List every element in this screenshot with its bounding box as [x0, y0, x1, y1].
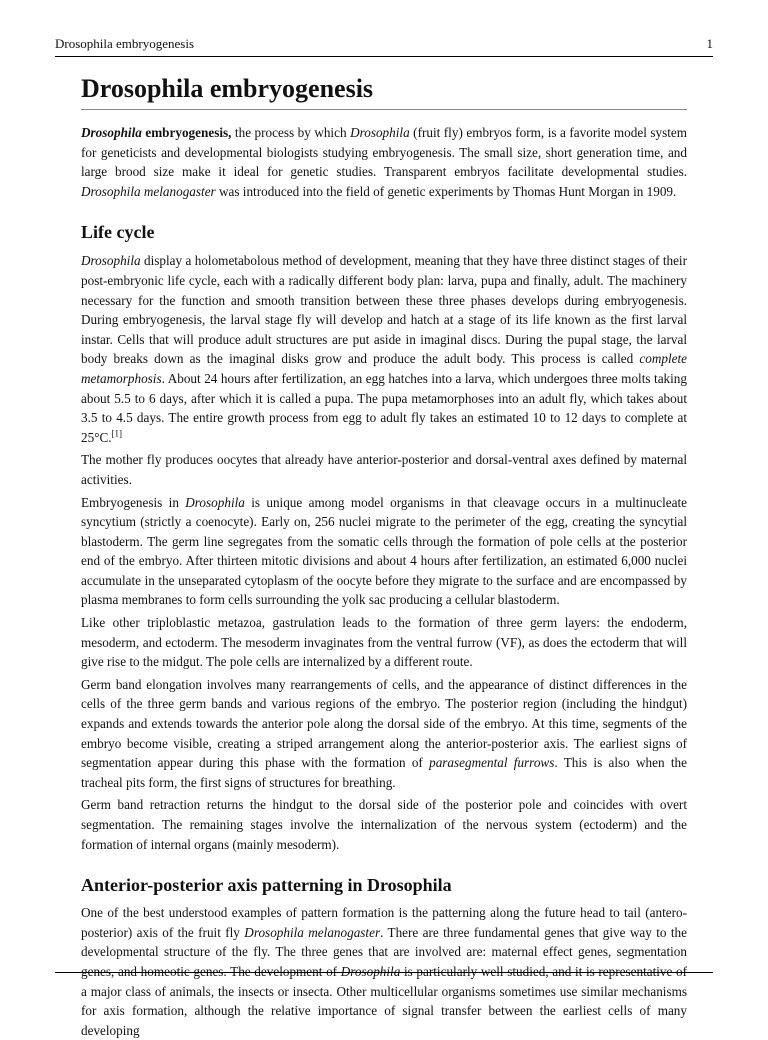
paragraph-text: . There are three fundamental genes that give way to the developmental structure of the fly. The three genes that are involved are: maternal effect genes, segmentation genes, and homeotic genes. The development of [81, 924, 687, 979]
paragraph-text: Drosophila [81, 253, 141, 269]
life-cycle-paragraph-6: Germ band retraction returns the hindgut to the dorsal side of the posterior pole and coincides with overt segmentation. The remaining stages involve the internalization of the nervous system (ectoderm) and the formation of internal organs (mainly mesoderm). [81, 797, 687, 852]
paragraph-text: Embryogenesis in [81, 494, 186, 510]
footer-rule [55, 972, 713, 973]
page-header [55, 36, 713, 57]
intro-text: Drosophila [81, 125, 142, 140]
paragraph-text: is unique among model organisms in that cleavage occurs in a multinucleate syncytium (strictly a coenocyte). Early on, 256 nuclei migrate to the perimeter of the egg, creating the syncytial blastoderm. The germ line segregates from the somatic cells through the formation of pole cells at the posterior end of the embryo. After thirteen mitotic divisions and about 4 hours after fertilization, an estimated 6,000 nuclei accumulate in the unseparated cytoplasm of the oocyte before they migrate to the surface and are encompassed by plasma membranes to form cells surrounding the yolk sac producing a cellular blastoderm. [81, 494, 687, 608]
life-cycle-paragraph-5 [81, 675, 687, 793]
life-cycle-paragraph-1 [81, 251, 687, 447]
paragraph-text: complete metamorphosis [81, 351, 687, 386]
intro-text: the process by which [231, 125, 351, 140]
intro-text: was introduced into the field of genetic experiments by Thomas Hunt Morgan in 1909. [215, 183, 677, 199]
citation-link[interactable]: [1] [111, 428, 123, 439]
paragraph-text: parasegmental furrows [429, 755, 555, 771]
paragraph-text: Drosophila [340, 963, 401, 979]
paragraph-text: Drosophila melanogaster [244, 924, 381, 940]
section-heading-life-cycle: Life cycle [81, 222, 155, 243]
paragraph-text: Drosophila [185, 494, 245, 510]
article-body [81, 72, 687, 1040]
life-cycle-paragraph-3 [81, 493, 687, 611]
paragraph-text: Germ band elongation involves many rearrangements of cells, and the appearance of distinct differences in the cells of the three germ bands and various regions of the embryo. The posterior region (including the hindgut) expands and extends towards the anterior pole along the dorsal side of the embryo. At this time, segments of the embryo become visible, creating a striped arrangement along the anterior-posterior axis. The earliest signs of segmentation appear during this phase with the formation of [81, 676, 687, 771]
intro-text: Drosophila [350, 125, 410, 140]
paragraph-text: . This is also when the tracheal pits form, the first signs of structures for breathing. [81, 755, 687, 790]
intro-paragraph [81, 123, 687, 201]
running-title: Drosophila embryogenesis [55, 36, 195, 51]
paragraph-text: display a holometabolous method of development, meaning that they have three distinct stages of their post-embryonic life cycle, each with a radically different body plan: larva, pupa and finally, adult. The machinery necessary for the function and smooth transition between these three phases develops during embryogenesis. During embryogenesis, the larval stage fly will develop and hatch at a stage of its life known as the first larval instar. Cells that will produce adult structures are put aside in imaginal discs. During the pupal stage, the larval body breaks down as the imaginal disks grow and produce the adult body. This process is called [81, 253, 687, 367]
page-number: 1 [706, 36, 713, 51]
intro-text: embryogenesis, [141, 125, 232, 140]
intro-text: Drosophila melanogaster [81, 183, 216, 199]
paragraph-text: . About 24 hours after fertilization, an egg hatches into a larva, which undergoes three molts taking about 5.5 to 6 days, after which it is called a pupa. The pupa metamorphoses into an adult fly, which takes about 3.5 to 4.5 days. The entire growth process from egg to adult fly takes an estimated 10 to 12 days to complete at 25°C. [81, 370, 687, 445]
life-cycle-paragraph-2: The mother fly produces oocytes that already have anterior-posterior and dorsal-ventral axes defined by maternal activities. [81, 452, 687, 487]
page-title: Drosophila embryogenesis [81, 72, 687, 110]
paragraph-text: One of the best understood examples of pattern formation is the patterning along the future head to tail (antero-posterior) axis of the fruit fly [81, 905, 687, 940]
paragraph-text: is particularly well studied, and it is representative of a major class of animals, the insects or insecta. Other multicellular organisms sometimes use similar mechanisms for axis formation, although the relative importance of signal transfer between the earliest cells of many developing [81, 963, 688, 1038]
section-heading-ap-axis: Anterior-posterior axis patterning in Drosophila [81, 875, 452, 896]
life-cycle-paragraph-4: Like other triploblastic metazoa, gastrulation leads to the formation of three germ layers: the endoderm, mesoderm, and ectoderm. The mesoderm invaginates from the ventral furrow (VF), as does the ectoderm that will give rise to the midgut. The pole cells are internalized by a different route. [81, 615, 687, 670]
intro-text: (fruit fly) embryos form, is a favorite model system for geneticists and developmental biologists studying embryogenesis. The small size, short generation time, and large brood size make it ideal for genetic studies. Transparent embryos facilitate developmental studies. [81, 125, 688, 180]
